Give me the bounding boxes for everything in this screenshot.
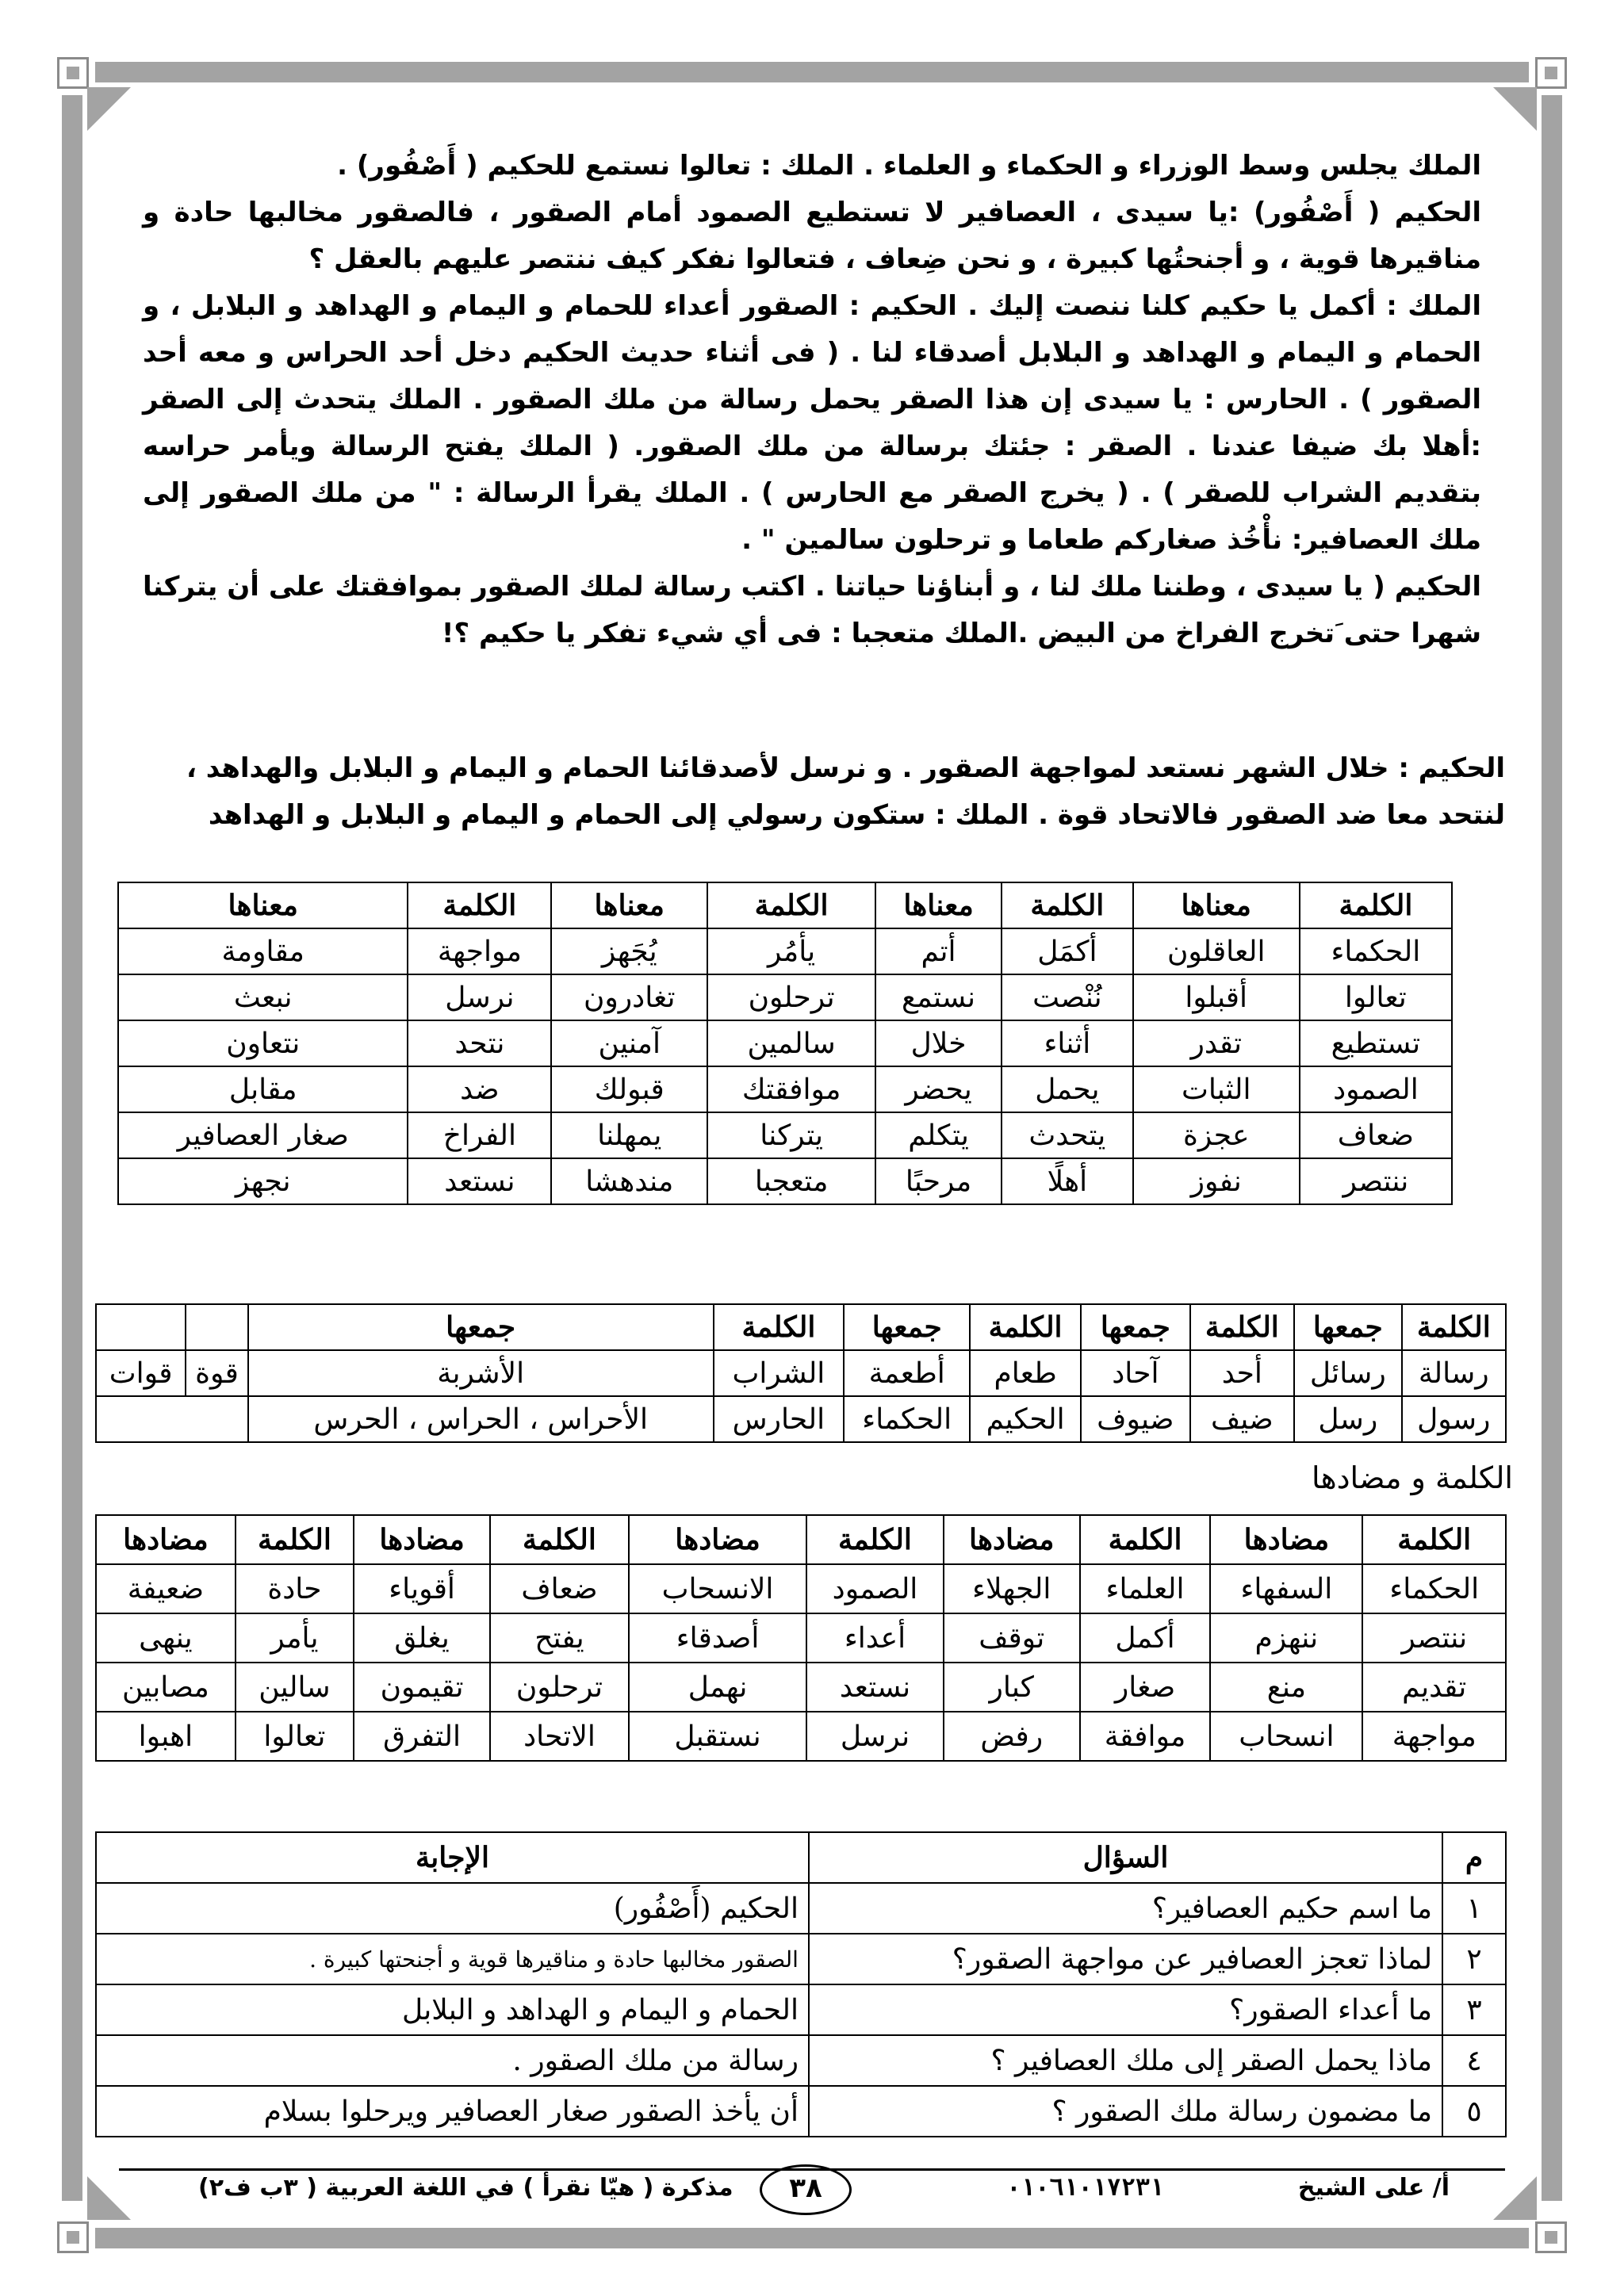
answer-text: الحمام و اليمام و الهداهد و البلابل <box>96 1984 809 2035</box>
table-row <box>118 1020 1452 1066</box>
table-cell: موافقة <box>1080 1712 1210 1761</box>
plurals-table <box>95 1303 1507 1443</box>
table-row <box>118 928 1452 974</box>
table-cell: كبار <box>944 1663 1080 1712</box>
table-cell: الحكيم <box>970 1396 1081 1442</box>
question-text: لماذا تعجز العصافير عن مواجهة الصقور؟ <box>809 1934 1442 1984</box>
table-header-row <box>118 882 1452 928</box>
story-paragraph: الملك : أكمل يا حكيم كلنا ننصت إليك . الحكيم : الصقور أعداء للحمام و اليمام و الهداهد و البلابل ، و الحمام و اليمام و الهداهد و البلابل أصدقاء لنا . ( فى أثناء حديث الحكيم دخل أحد الحراس و معه أحد الصقور ) . الحارس : يا سيدى إن هذا الصقر يحمل رسالة من ملك الصقور . الملك يتحدث إلى الصقر :أهلا بك ضيفا عندنا . الصقر : جئتك برسالة من ملك الصقور. ( الملك يفتح الرسالة ويأمر حراسه بتقديم الشراب للصقر ) . ( يخرج الصقر مع الحارس ) . الملك يقرأ الرسالة : " من ملك الصقور إلى ملك العصافير: نأْخُذ صغاركم طعاما و ترحلون سالمين " . <box>143 290 1481 556</box>
table-cell: ضعاف <box>490 1564 629 1613</box>
header-word: الكلمة <box>707 882 875 928</box>
table-cell: انسحاب <box>1210 1712 1362 1761</box>
table-cell: نستعد <box>806 1663 943 1712</box>
footer-phone: ٠١٠٦١٠١٧٢٣١ <box>1006 2174 1164 2202</box>
header-meaning: معناها <box>875 882 1002 928</box>
table-cell: يمهلنا <box>551 1112 707 1158</box>
table-cell: مواجهة <box>408 928 551 974</box>
table-cell: عجزة <box>1133 1112 1300 1158</box>
header-word: الكلمة <box>408 882 551 928</box>
table-cell: ضد <box>408 1066 551 1112</box>
header-word: الكلمة <box>806 1515 943 1564</box>
frame-corner-ornament <box>1535 2221 1567 2253</box>
frame-corner-ornament <box>57 57 89 89</box>
table-cell: ترحلون <box>490 1663 629 1712</box>
table-row <box>96 1984 1506 2035</box>
header-number: م <box>1442 1832 1506 1883</box>
header-antonym: مضادها <box>629 1515 806 1564</box>
story-text-continued <box>111 745 1505 839</box>
frame-right-bar <box>1542 95 1562 2201</box>
table-cell: خلال <box>875 1020 1002 1066</box>
header-word: الكلمة <box>490 1515 629 1564</box>
table-cell: تقيمون <box>354 1663 490 1712</box>
header-antonym: مضادها <box>354 1515 490 1564</box>
table-cell: تقديم <box>1362 1663 1506 1712</box>
table-header-row <box>96 1515 1506 1564</box>
table-cell: مقاومة <box>118 928 408 974</box>
table-cell: الحكماء <box>1300 928 1452 974</box>
table-row <box>118 1158 1452 1204</box>
frame-triangle-ornament <box>87 2176 131 2220</box>
table-cell: الحكماء <box>844 1396 970 1442</box>
table-cell: يأمر <box>236 1613 354 1663</box>
table-cell: نُنْصت <box>1002 974 1133 1020</box>
table-row <box>96 1663 1506 1712</box>
header-empty <box>96 1304 186 1350</box>
table-cell: يأمُر <box>707 928 875 974</box>
header-word: الكلمة <box>970 1304 1081 1350</box>
question-number: ٥ <box>1442 2086 1506 2137</box>
table-row <box>96 2035 1506 2086</box>
header-word: الكلمة <box>1190 1304 1294 1350</box>
story-paragraph: الحكيم ( يا سيدى ، وطننا ملك لنا ، و أبناؤنا حياتنا . اكتب رسالة لملك الصقور بموافقتك على أن يتركنا شهرا حتى َتخرج الفراخ من البيض .الملك متعجبا : فى أي شيء تفكر يا حكيم ؟! <box>143 571 1481 649</box>
table-cell: الصمود <box>806 1564 943 1613</box>
frame-left-bar <box>62 95 82 2201</box>
header-answer: الإجابة <box>96 1832 809 1883</box>
frame-top-bar <box>95 62 1529 82</box>
table-cell: ننهزم <box>1210 1613 1362 1663</box>
story-paragraph: الملك يجلس وسط الوزراء و الحكماء و العلماء . الملك : تعالوا نستمع للحكيم ( أَصْفُور) . <box>337 150 1481 182</box>
header-word: الكلمة <box>1300 882 1452 928</box>
header-antonym: مضادها <box>96 1515 236 1564</box>
table-cell: نرسل <box>408 974 551 1020</box>
table-cell: الحكماء <box>1362 1564 1506 1613</box>
table-cell: الشراب <box>714 1350 845 1396</box>
table-cell: رسالة <box>1402 1350 1506 1396</box>
table-cell: التفرق <box>354 1712 490 1761</box>
header-word: الكلمة <box>236 1515 354 1564</box>
table-cell: أصدقاء <box>629 1613 806 1663</box>
table-cell: ننتصر <box>1362 1613 1506 1663</box>
table-cell: آحاد <box>1081 1350 1190 1396</box>
table-row <box>96 2086 1506 2137</box>
table-cell: تغادرون <box>551 974 707 1020</box>
table-cell: نتحد <box>408 1020 551 1066</box>
header-plural: جمعها <box>1294 1304 1401 1350</box>
table-cell: حادة <box>236 1564 354 1613</box>
antonyms-caption: الكلمة و مضادها <box>1312 1460 1513 1495</box>
table-cell: نتعاون <box>118 1020 408 1066</box>
frame-triangle-ornament <box>87 87 131 131</box>
table-cell: ترحلون <box>707 974 875 1020</box>
table-cell: مصابين <box>96 1663 236 1712</box>
answer-text: أن يأخذ الصقور صغار العصافير ويرحلوا بسلام <box>96 2086 809 2137</box>
table-cell: نرسل <box>806 1712 943 1761</box>
table-cell: توقف <box>944 1613 1080 1663</box>
table-cell: مندهشا <box>551 1158 707 1204</box>
header-question: السؤال <box>809 1832 1442 1883</box>
table-row <box>96 1396 1506 1442</box>
header-antonym: مضادها <box>944 1515 1080 1564</box>
table-cell: قوات <box>96 1350 186 1396</box>
table-cell: رسل <box>1294 1396 1401 1442</box>
header-plural: جمعها <box>248 1304 714 1350</box>
table-cell: آمنين <box>551 1020 707 1066</box>
table-cell: قوة <box>186 1350 248 1396</box>
table-cell: متعجبا <box>707 1158 875 1204</box>
question-number: ٤ <box>1442 2035 1506 2086</box>
table-cell: يُجَهز <box>551 928 707 974</box>
table-cell: مقابل <box>118 1066 408 1112</box>
table-cell: ضيف <box>1190 1396 1294 1442</box>
table-cell: الانسحاب <box>629 1564 806 1613</box>
table-cell: نستمع <box>875 974 1002 1020</box>
page-number: ٣٨ <box>760 2164 852 2215</box>
table-cell: السفهاء <box>1210 1564 1362 1613</box>
table-cell: الصمود <box>1300 1066 1452 1112</box>
table-cell: أعداء <box>806 1613 943 1663</box>
table-cell: تستطيع <box>1300 1020 1452 1066</box>
table-row <box>96 1350 1506 1396</box>
table-cell: الأحراس ، الحراس ، الحرس <box>248 1396 714 1442</box>
table-cell: طعام <box>970 1350 1081 1396</box>
table-cell: رسائل <box>1294 1350 1401 1396</box>
frame-triangle-ornament <box>1493 2176 1537 2220</box>
header-word: الكلمة <box>714 1304 845 1350</box>
table-cell: رسول <box>1402 1396 1506 1442</box>
table-cell: نستقبل <box>629 1712 806 1761</box>
question-text: ماذا يحمل الصقر إلى ملك العصافير ؟ <box>809 2035 1442 2086</box>
table-cell: يتكلم <box>875 1112 1002 1158</box>
table-cell: ضعاف <box>1300 1112 1452 1158</box>
table-cell: ينهى <box>96 1613 236 1663</box>
questions-answers-table <box>95 1831 1507 2137</box>
table-cell: تعالوا <box>1300 974 1452 1020</box>
table-cell: يتركنا <box>707 1112 875 1158</box>
table-cell: نستعد <box>408 1158 551 1204</box>
table-cell: اهبوا <box>96 1712 236 1761</box>
antonyms-table <box>95 1514 1507 1762</box>
table-cell: يفتح <box>490 1613 629 1663</box>
table-row <box>96 1883 1506 1934</box>
header-word: الكلمة <box>1080 1515 1210 1564</box>
table-cell: مواجهة <box>1362 1712 1506 1761</box>
table-cell: نهمل <box>629 1663 806 1712</box>
table-cell: أكمَل <box>1002 928 1133 974</box>
table-cell: أطعمة <box>844 1350 970 1396</box>
story-text <box>143 143 1481 657</box>
table-row <box>118 974 1452 1020</box>
header-meaning: معناها <box>551 882 707 928</box>
header-empty <box>186 1304 248 1350</box>
table-cell: أقوياء <box>354 1564 490 1613</box>
table-cell: أهلًا <box>1002 1158 1133 1204</box>
table-cell: يتحدث <box>1002 1112 1133 1158</box>
table-cell: أكمل <box>1080 1613 1210 1663</box>
table-cell: نبعث <box>118 974 408 1020</box>
table-row <box>118 1066 1452 1112</box>
question-text: ما اسم حكيم العصافير؟ <box>809 1883 1442 1934</box>
table-header-row <box>96 1304 1506 1350</box>
header-plural: جمعها <box>844 1304 970 1350</box>
table-cell: صغار <box>1080 1663 1210 1712</box>
table-cell: يغلق <box>354 1613 490 1663</box>
table-cell: منع <box>1210 1663 1362 1712</box>
table-cell <box>96 1396 248 1442</box>
table-cell: نفوز <box>1133 1158 1300 1204</box>
frame-triangle-ornament <box>1493 87 1537 131</box>
table-row <box>96 1564 1506 1613</box>
table-cell: موافقتك <box>707 1066 875 1112</box>
table-cell: سالمين <box>707 1020 875 1066</box>
footer-title: مذكرة ( هيّا نقرأ ) في اللغة العربية ( ٣ب ف٢) <box>198 2174 733 2202</box>
table-cell: صغار العصافير <box>118 1112 408 1158</box>
table-cell: الثبات <box>1133 1066 1300 1112</box>
table-cell: أثناء <box>1002 1020 1133 1066</box>
answer-text: الحكيم (أَصْفُور) <box>96 1883 809 1934</box>
table-cell: الحارس <box>714 1396 845 1442</box>
header-meaning: معناها <box>1133 882 1300 928</box>
table-cell: سالين <box>236 1663 354 1712</box>
header-meaning: معناها <box>118 882 408 928</box>
table-cell: تعالوا <box>236 1712 354 1761</box>
table-cell: تقدر <box>1133 1020 1300 1066</box>
header-word: الكلمة <box>1002 882 1133 928</box>
table-cell: العاقلون <box>1133 928 1300 974</box>
header-word: الكلمة <box>1362 1515 1506 1564</box>
frame-corner-ornament <box>57 2221 89 2253</box>
answer-text: الصقور مخالبها حادة و مناقيرها قوية و أجنحتها كبيرة . <box>96 1934 809 1984</box>
table-cell: ننتصر <box>1300 1158 1452 1204</box>
answer-text: رسالة من ملك الصقور . <box>96 2035 809 2086</box>
table-cell: ضيوف <box>1081 1396 1190 1442</box>
table-row <box>96 1613 1506 1663</box>
question-number: ٢ <box>1442 1934 1506 1984</box>
table-cell: ضعيفة <box>96 1564 236 1613</box>
header-antonym: مضادها <box>1210 1515 1362 1564</box>
frame-corner-ornament <box>1535 57 1567 89</box>
table-cell: الأشربة <box>248 1350 714 1396</box>
table-cell: أقبلوا <box>1133 974 1300 1020</box>
table-cell: نجهز <box>118 1158 408 1204</box>
table-cell: يحمل <box>1002 1066 1133 1112</box>
table-cell: الجهلاء <box>944 1564 1080 1613</box>
table-header-row <box>96 1832 1506 1883</box>
table-cell: يحضر <box>875 1066 1002 1112</box>
question-text: ما أعداء الصقور؟ <box>809 1984 1442 2035</box>
table-cell: رفض <box>944 1712 1080 1761</box>
question-number: ١ <box>1442 1883 1506 1934</box>
table-row <box>96 1712 1506 1761</box>
header-plural: جمعها <box>1081 1304 1190 1350</box>
story-paragraph: الحكيم ( أَصْفُور) :يا سيدى ، العصافير لا تستطيع الصمود أمام الصقور ، فالصقور مخالبها حادة و مناقيرها قوية ، و أجنحتُها كبيرة ، و نحن ضِعاف ، فتعالوا نفكر كيف ننتصر عليهم بالعقل ؟ <box>143 197 1481 275</box>
question-text: ما مضمون رسالة ملك الصقور ؟ <box>809 2086 1442 2137</box>
table-cell: قبولك <box>551 1066 707 1112</box>
frame-bottom-bar <box>95 2228 1529 2248</box>
table-row <box>96 1934 1506 1984</box>
table-cell: مرحبًا <box>875 1158 1002 1204</box>
header-word: الكلمة <box>1402 1304 1506 1350</box>
question-number: ٣ <box>1442 1984 1506 2035</box>
table-cell: العلماء <box>1080 1564 1210 1613</box>
table-cell: أتم <box>875 928 1002 974</box>
table-cell: الفراخ <box>408 1112 551 1158</box>
footer-teacher: أ/ على الشيخ <box>1297 2174 1450 2202</box>
table-cell: أحد <box>1190 1350 1294 1396</box>
meanings-table <box>117 882 1453 1205</box>
table-cell: الاتحاد <box>490 1712 629 1761</box>
table-row <box>118 1112 1452 1158</box>
story-paragraph: الحكيم : خلال الشهر نستعد لمواجهة الصقور . و نرسل لأصدقائنا الحمام و اليمام و البلابل والهداهد ، لنتحد معا ضد الصقور فالاتحاد قوة . الملك : ستكون رسولي إلى الحمام و اليمام و البلابل و الهداهد <box>186 752 1505 831</box>
